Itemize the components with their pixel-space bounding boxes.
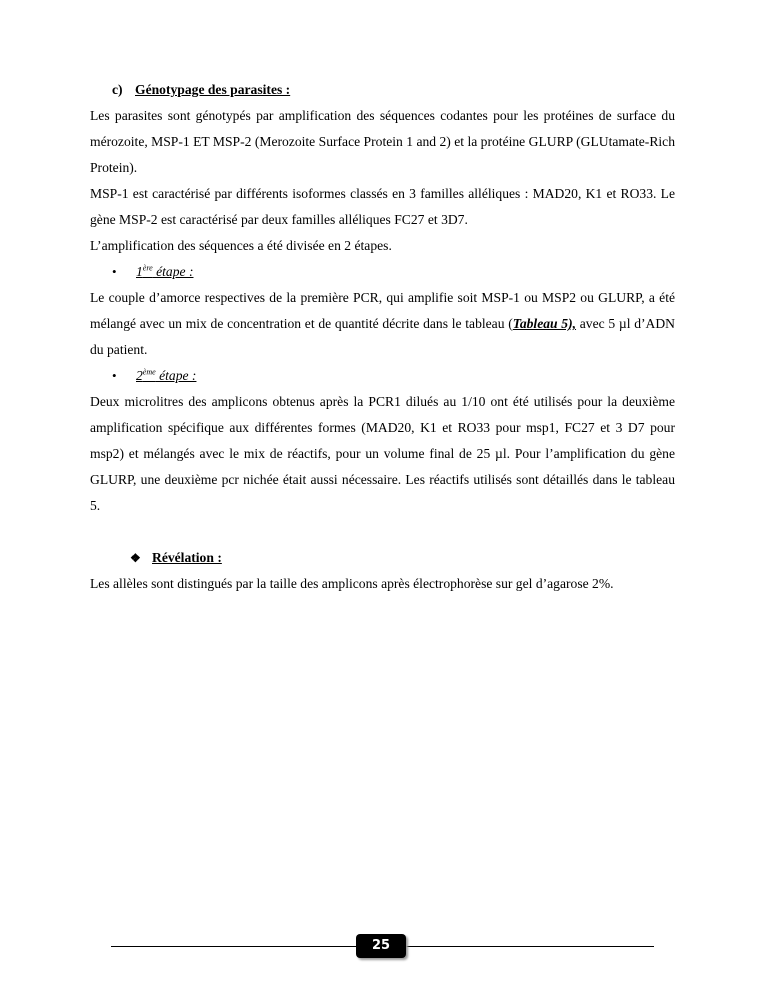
paragraph-revelation: Les allèles sont distingués par la taille des amplicons après électrophorèse sur gel d’agarose 2%.: [90, 576, 614, 591]
step1-text-b: avec 5 µl d’ADN du patient.: [90, 316, 675, 357]
footer-line-left: [111, 946, 356, 947]
step1-label: [136, 264, 193, 279]
step1-heading: [112, 259, 675, 285]
bullet-icon: •: [112, 264, 117, 279]
step2-heading: [112, 363, 675, 389]
spacer: [90, 519, 675, 545]
paragraph-step2: Deux microlitres des amplicons obtenus après la PCR1 dilués au 1/10 ont été utilisés pour la deuxième amplification spécifique aux différentes formes (MAD20, K1 et RO33 pour msp1, FC27 et 3 D7 pour msp2) et mélangés avec le mix de réactifs, pour un volume final de 25 µl. Pour l’amplification du gène GLURP, une deuxième pcr nichée était aussi nécessaire. Les réactifs utilisés sont détaillés dans le tableau 5.: [90, 394, 675, 513]
paragraph-steps: L’amplification des séquences a été divisée en 2 étapes.: [90, 238, 392, 253]
section-number: c): [112, 82, 123, 97]
step1-text-a: Le couple d’amorce respectives de la première PCR, qui amplifie soit MSP-1 ou MSP2 ou GLURP, a été mélangé avec un mix de concentration et de quantité décrite dans le tableau (: [90, 290, 675, 331]
step2-number: 2: [136, 368, 143, 383]
step2-text: étape :: [155, 368, 197, 383]
bullet-icon: •: [112, 368, 117, 383]
step1-number: 1: [136, 264, 143, 279]
diamond-bullet-icon: ❖: [130, 551, 141, 565]
step2-label: [136, 368, 196, 383]
page-content: [90, 77, 675, 597]
paragraph-intro: Les parasites sont génotypés par amplification des séquences codantes pour les protéines de surface du mérozoite, MSP-1 ET MSP-2 (Merozoite Surface Protein 1 and 2) et la protéine GLURP (GLUtamate-Rich Protein).: [90, 108, 675, 175]
section-heading: [112, 77, 675, 103]
paragraph-step1: [90, 285, 675, 363]
footer-line-right: [406, 946, 654, 947]
revelation-title: Révélation :: [152, 550, 222, 565]
revelation-heading: [130, 545, 675, 571]
step2-superscript: ème: [142, 367, 156, 377]
step1-superscript: ère: [142, 263, 153, 273]
page-number-badge: 25: [356, 934, 406, 958]
step1-text: étape :: [152, 264, 194, 279]
paragraph-msp: MSP-1 est caractérisé par différents isoformes classés en 3 familles alléliques : MAD20, K1 et RO33. Le gène MSP-2 est caractérisé par deux familles alléliques FC27 et 3D7.: [90, 186, 675, 227]
section-title: Génotypage des parasites :: [135, 82, 291, 97]
table-reference: Tableau 5),: [512, 316, 577, 331]
